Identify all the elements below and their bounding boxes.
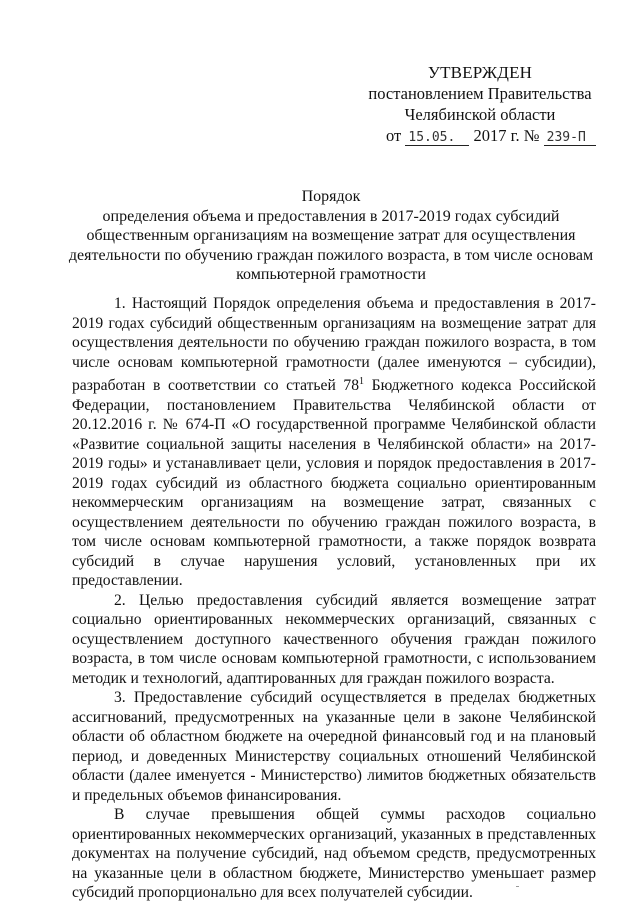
heading-title: Порядок [301,188,361,205]
handwritten-date: 15.05. [405,130,469,146]
paragraph-3: 3. Предоставление субсидий осуществляется в пределах бюджетных ассигнований, предусмотренных на указанные цели в законе Челябинской области об областном бюджете на очередной финансовый год и на плановый период, и доведенных Министерству социальных отношений Челябинской области (далее именуется - Министерство) лимитов бюджетных обязательств и предельных объемов финансирования. [72,689,596,804]
document-heading [68,187,594,285]
approval-title: УТВЕРЖДЕН [427,63,533,82]
year-text: 2017 г. № [473,126,540,145]
scan-speck [516,886,519,887]
approval-line-1: постановлением Правительства [368,84,592,103]
paragraph-1-text-b: Бюджетного кодекса Российской Федерации, постановлением Правительства Челябинской области от 20.12.2016 г. № 674-П «О государственной программе Челябинской области «Развитие социальной защиты населения в Челябинской области» на 2017-2019 годы» и устанавливает цели, условия и порядок предоставления в 2017-2019 годах субсидий из областного бюджета социально ориентированным некоммерческим организациям на возмещение затрат, связанных с осуществлением деятельности по обучению граждан пожилого возраста, в том числе основам компьютерной грамотности, а также порядок возврата субсидий в случае нарушения условий, установленных при их предоставлении. [72,377,597,589]
heading-subtitle: определения объема и предоставления в 2017-2019 годах субсидий общественным организациям на возмещение затрат для осуществления деятельности по обучению граждан пожилого возраста, в том числе основам компьютерной грамотности [68,207,594,284]
paragraph-2: 2. Целью предоставления субсидий является возмещение затрат социально ориентированных некоммерческих организаций, связанных с осуществлением доступного качественного обучения граждан пожилого возраста, в том числе основам компьютерной грамотности, с использованием методик и технологий, адаптированных для граждан пожилого возраста. [72,591,596,687]
approval-line-2: Челябинской области [404,105,556,124]
document-body [72,294,596,903]
paragraph-4: В случае превышения общей суммы расходов социально ориентированных некоммерческих организаций, указанных в представленных документах на получение субсидий, над объемом средств, предусмотренных на указанные цели в областном бюджете, Министерство уменьшает размер субсидий пропорционально для всех получателей субсидии. [72,806,596,901]
date-prefix: от [386,126,402,145]
paragraph-1 [72,294,596,591]
handwritten-number: 239-П [544,130,596,146]
superscript-1: 1 [359,376,365,387]
approval-date-line [360,125,600,146]
approval-stamp [360,62,600,146]
paragraph-1-text-a: 1. Настоящий Порядок определения объема и предоставления в 2017-2019 годах субсидий общественным организациям на возмещение затрат для осуществления деятельности по обучению граждан пожилого возраста, в том числе основам компьютерной грамотности (далее именуются – субсидии), разработан в соответствии со статьей 78 [72,295,596,394]
